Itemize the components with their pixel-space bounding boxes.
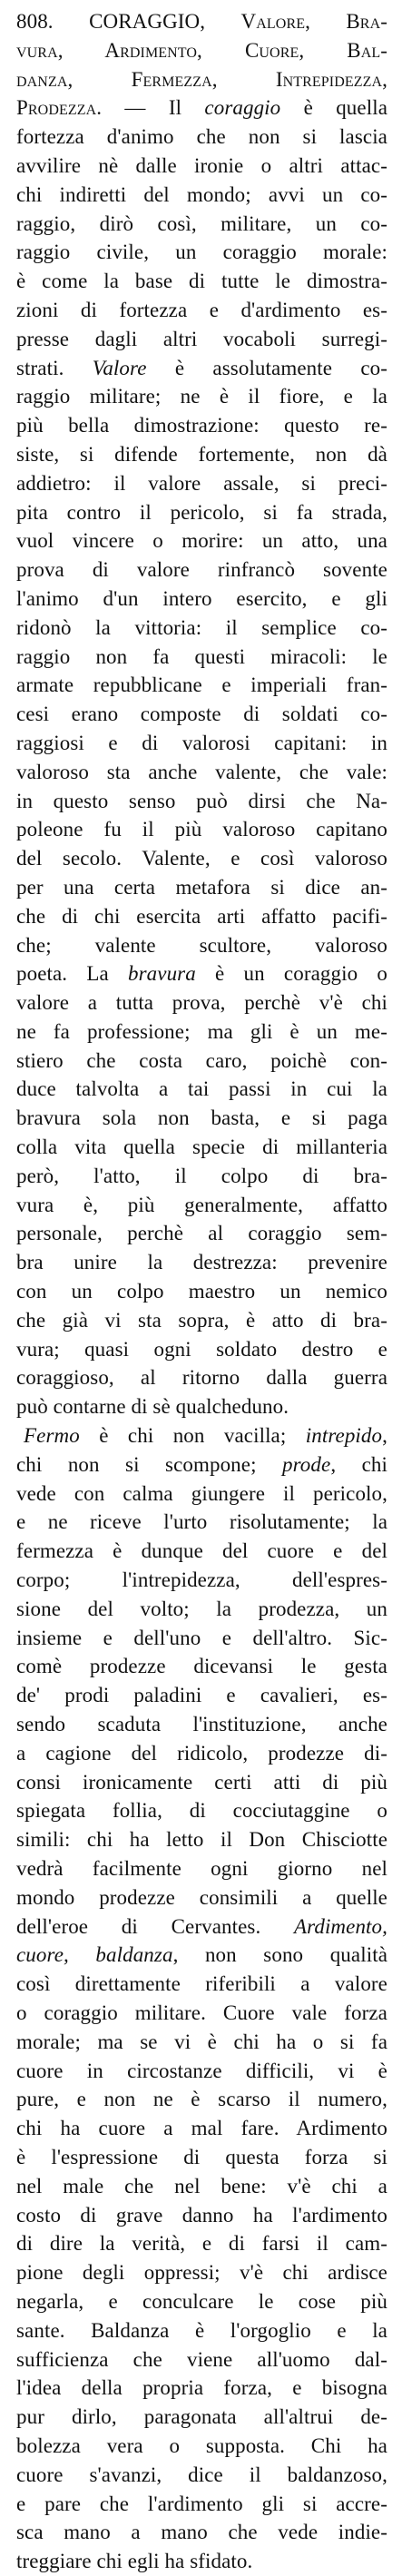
text-line: [16, 325, 387, 354]
text-run: , non sono qualità: [172, 1943, 387, 1967]
text-line: [16, 2258, 387, 2287]
text-run: siste, si difende fortemente, non dà: [16, 442, 387, 466]
text-line: [16, 7, 387, 36]
text-run: raggiosi e di valorosi capitani: in: [16, 731, 387, 754]
text-run: . — Il: [96, 96, 205, 120]
text-run: presse dagli altri vocaboli surregi-: [16, 327, 387, 350]
text-line: [16, 2028, 387, 2057]
headword-synonym: Prodezza: [16, 96, 97, 120]
text-line: [16, 2345, 387, 2374]
text-line: [16, 988, 387, 1018]
text-run: pita contro il pericolo, si fa strada,: [16, 500, 387, 524]
text-line: [16, 526, 387, 556]
text-run: stiero che costa caro, poichè con-: [16, 1048, 387, 1072]
text-run: e ne riceve l'urto risolutamente; la: [16, 1510, 387, 1534]
text-line: [16, 1624, 387, 1653]
text-run: poleone fu il più valoroso capitano: [16, 818, 387, 841]
text-line: [16, 2172, 387, 2201]
text-line: [16, 1133, 387, 1162]
text-line: [16, 1277, 387, 1306]
text-line: [16, 556, 387, 585]
text-line: [16, 1248, 387, 1277]
text-run: cuore in circostanze difficili, vi è: [16, 2059, 387, 2082]
text-run: raggio militare; ne è il fiore, e la: [16, 385, 387, 408]
text-run: chi non si scompone;: [16, 1452, 282, 1476]
text-line: [16, 181, 387, 210]
text-run: raggio civile, un coraggio morale:: [16, 241, 387, 264]
italic-term: prode: [282, 1452, 331, 1476]
text-line: [16, 123, 387, 152]
text-line: [16, 758, 387, 787]
text-line: [16, 1681, 387, 1710]
text-line: [16, 1912, 387, 1942]
text-line: [16, 1018, 387, 1047]
text-line: [16, 1883, 387, 1912]
text-line: [16, 1392, 387, 1421]
text-line: [16, 1335, 387, 1364]
text-line: [16, 2229, 387, 2258]
text-line: [16, 873, 387, 902]
text-line: [16, 1047, 387, 1076]
text-line: [16, 585, 387, 614]
text-run: armate repubblicane e imperiali fran-: [16, 673, 387, 697]
text-line: [16, 1652, 387, 1681]
text-line: [16, 1941, 387, 1970]
text-run: ne fa professione; ma gli è un me-: [16, 1019, 387, 1043]
text-run: sufficienza che viene all'uomo dal-: [16, 2347, 387, 2371]
text-line: [16, 787, 387, 816]
text-run: l'animo d'un intero esercito, e gli: [16, 586, 387, 610]
text-line: [16, 959, 387, 988]
text-line: [16, 1480, 387, 1509]
text-line: [16, 700, 387, 729]
text-run: pur dirlo, paragonata all'altrui de-: [16, 2405, 387, 2429]
text-run: vura; quasi ogni soldato destro e: [16, 1337, 387, 1361]
text-run: di dire la verità, e di farsi il cam-: [16, 2232, 387, 2256]
text-line: [16, 1421, 387, 1450]
text-run: cuore s'avanzi, dice il baldanzoso,: [16, 2463, 387, 2486]
text-run: vura è, più generalmente, affatto: [16, 1193, 387, 1216]
text-line: [16, 1825, 387, 1854]
text-run: CORAGGIO,: [89, 10, 241, 33]
text-run: fortezza d'animo che non si lascia: [16, 125, 387, 149]
text-run: può contarne di sè qualcheduno.: [16, 1395, 289, 1419]
text-line: [16, 2085, 387, 2114]
text-run: è assolutamente co-: [146, 356, 387, 379]
text-run: è quella: [280, 96, 387, 120]
text-run: chi ha cuore a mal fare. Ardimento: [16, 2117, 387, 2140]
text-line: [16, 93, 387, 123]
italic-term: cuore, baldanza: [16, 1943, 173, 1967]
text-run: pione degli oppressi; v'è chi ardisce: [16, 2261, 387, 2285]
text-run: più bella dimostrazione: questo re-: [16, 414, 387, 438]
text-run: raggio, dirò così, militare, un co-: [16, 211, 387, 235]
text-run: costo di grave danno ha l'ardimento: [16, 2203, 387, 2227]
text-line: [16, 2518, 387, 2547]
text-run: ridonò la vittoria: il semplice co-: [16, 615, 387, 639]
text-line: [16, 2547, 387, 2576]
text-run: avvilire nè dalle ironie o altri attac-: [16, 153, 387, 177]
text-line: [16, 1796, 387, 1825]
text-run: colla vita quella specie di millanteria: [16, 1136, 387, 1159]
text-run: treggiare chi egli ha sfidato.: [16, 2550, 253, 2573]
text-line: [16, 1710, 387, 1739]
text-run: mondo prodezze consimili a quelle: [16, 1885, 387, 1909]
text-line: [16, 1854, 387, 1883]
text-line: [16, 411, 387, 440]
text-run: comè prodezze dicevansi le gesta: [16, 1655, 387, 1678]
text-run: 808.: [16, 10, 90, 33]
text-line: [16, 643, 387, 672]
text-line: [16, 267, 387, 296]
italic-term: coraggio: [204, 96, 281, 120]
text-line: [16, 1450, 387, 1480]
text-run: vede con calma giungere il pericolo,: [16, 1481, 387, 1505]
text-line: [16, 2201, 387, 2230]
text-line: [16, 2057, 387, 2086]
text-run: con un colpo maestro un nemico: [16, 1280, 387, 1303]
text-run: così direttamente riferibili a valore: [16, 1972, 387, 1996]
text-run: però, l'atto, il colpo di bra-: [16, 1164, 387, 1187]
text-line: [16, 498, 387, 527]
text-run: corpo; l'intrepidezza, dell'espres-: [16, 1568, 387, 1592]
text-line: [16, 210, 387, 239]
text-line: [16, 2461, 387, 2490]
text-run: addietro: il valore assale, si preci-: [16, 471, 387, 495]
text-run: strati.: [16, 356, 93, 379]
text-run: cesi erano composte di soldati co-: [16, 703, 387, 726]
text-run: e pare che l'ardimento gli si accre-: [16, 2492, 387, 2515]
text-line: [16, 296, 387, 325]
text-run: bravura sola non basta, e si paga: [16, 1106, 387, 1130]
text-run: l'idea della propria forza, e bisogna: [16, 2376, 387, 2400]
text-run: vuol vincere o morire: un atto, una: [16, 529, 387, 553]
text-line: [16, 1970, 387, 1999]
headword-synonym: Valore, Bra-: [240, 10, 387, 33]
text-line: [16, 1075, 387, 1104]
text-run: che di chi esercita arti affatto pacifi-: [16, 904, 387, 928]
text-run: vedrà facilmente ogni giorno nel: [16, 1857, 387, 1880]
text-run: sendo scaduta l'instituzione, anche: [16, 1713, 387, 1736]
text-line: [16, 469, 387, 498]
text-run: raggio non fa questi miracoli: le: [16, 644, 387, 668]
text-run: è un coraggio o: [195, 962, 387, 986]
text-line: [16, 844, 387, 873]
text-line: [16, 354, 387, 383]
text-run: dell'eroe di Cervantes.: [16, 1914, 294, 1938]
text-line: [16, 1999, 387, 2028]
text-line: [16, 2287, 387, 2316]
headword-synonym: vura, Ardimento, Cuore, Bal-: [16, 38, 387, 62]
text-run: chi indiretti del mondo; avvi un co-: [16, 182, 387, 206]
text-line: [16, 65, 387, 94]
text-run: o coraggio militare. Cuore vale forza: [16, 2001, 387, 2024]
text-run: è chi non vacilla;: [79, 1424, 306, 1448]
text-run: simili: chi ha letto il Don Chisciotte: [16, 1828, 387, 1852]
text-line: [16, 2403, 387, 2432]
italic-term: Ardimento,: [294, 1914, 387, 1938]
text-line: [16, 2490, 387, 2519]
text-run: insieme e dell'uno e dell'altro. Sic-: [16, 1626, 387, 1649]
text-run: , chi: [330, 1452, 387, 1476]
text-run: sca mano a mano che vede indie-: [16, 2521, 387, 2544]
text-run: che già vi sta sopra, è atto di bra-: [16, 1308, 387, 1332]
text-run: bra unire la destrezza: prevenire: [16, 1251, 387, 1274]
text-run: per una certa metafora si dice an-: [16, 875, 387, 899]
dictionary-entry-808: [16, 7, 387, 2576]
text-line: [16, 1306, 387, 1335]
text-run: che; valente scultore, valoroso: [16, 933, 387, 957]
text-line: [16, 729, 387, 758]
headword-synonym: danza, Fermezza, Intrepidezza,: [16, 67, 387, 91]
text-run: de' prodi paladini e cavalieri, es-: [16, 1684, 387, 1707]
text-line: [16, 1739, 387, 1768]
text-run: duce talvolta a tai passi in cui la: [16, 1077, 387, 1101]
text-line: [16, 1363, 387, 1392]
text-line: [16, 1104, 387, 1133]
text-line: [16, 815, 387, 844]
text-line: [16, 1191, 387, 1220]
text-line: [16, 614, 387, 643]
italic-term: Valore: [92, 356, 147, 379]
text-run: sione del volto; la prodezza, un: [16, 1597, 387, 1620]
text-run: è l'espressione di questa forza si: [16, 2145, 387, 2168]
text-run: zioni di fortezza e d'ardimento es-: [16, 298, 387, 321]
text-run: sante. Baldanza è l'orgoglio e la: [16, 2318, 387, 2342]
text-line: [16, 2374, 387, 2403]
text-line: [16, 1162, 387, 1191]
text-run: del secolo. Valente, e così valoroso: [16, 847, 387, 870]
text-run: a cagione del ridicolo, prodezze di-: [16, 1741, 387, 1765]
text-line: [16, 152, 387, 181]
italic-term: intrepido: [305, 1424, 383, 1448]
text-run: in questo senso può dirsi che Na-: [16, 789, 387, 812]
text-run: pure, e non ne è scarso il numero,: [16, 2088, 387, 2111]
text-line: [16, 2143, 387, 2172]
text-line: [16, 36, 387, 65]
text-run: morale; ma se vi è chi ha o si fa: [16, 2030, 387, 2053]
text-run: poeta. La: [16, 962, 129, 986]
text-run: fermezza è dunque del cuore e del: [16, 1539, 387, 1563]
text-line: [16, 2316, 387, 2345]
italic-term: bravura: [128, 962, 196, 986]
text-line: [16, 1768, 387, 1797]
italic-term: Fermo: [24, 1424, 80, 1448]
text-run: valoroso sta anche valente, che vale:: [16, 760, 387, 783]
text-line: [16, 931, 387, 960]
text-run: bolezza vera o supposta. Chi ha: [16, 2433, 387, 2457]
text-run: è come la base di tutte le dimostra-: [16, 270, 387, 293]
text-line: [16, 2114, 387, 2143]
text-run: valore a tutta prova, perchè v'è chi: [16, 991, 387, 1015]
text-line: [16, 1508, 387, 1537]
text-run: negarla, e conculcare le cose più: [16, 2289, 387, 2313]
text-run: prova di valore rinfrancò sovente: [16, 558, 387, 582]
text-run: consi ironicamente certi atti di più: [16, 1770, 387, 1794]
text-line: [16, 1566, 387, 1595]
text-line: [16, 671, 387, 700]
text-line: [16, 902, 387, 931]
text-run: personale, perchè al coraggio sem-: [16, 1222, 387, 1245]
text-line: [16, 1219, 387, 1248]
text-line: [16, 382, 387, 411]
text-run: ,: [382, 1424, 387, 1448]
text-line: [16, 2432, 387, 2461]
text-line: [16, 440, 387, 469]
text-line: [16, 238, 387, 267]
text-run: nel male che nel bene: v'è chi a: [16, 2174, 387, 2197]
text-run: coraggioso, al ritorno dalla guerra: [16, 1366, 387, 1390]
text-line: [16, 1537, 387, 1566]
text-run: spiegata follia, di cocciutaggine o: [16, 1799, 387, 1823]
text-line: [16, 1595, 387, 1624]
